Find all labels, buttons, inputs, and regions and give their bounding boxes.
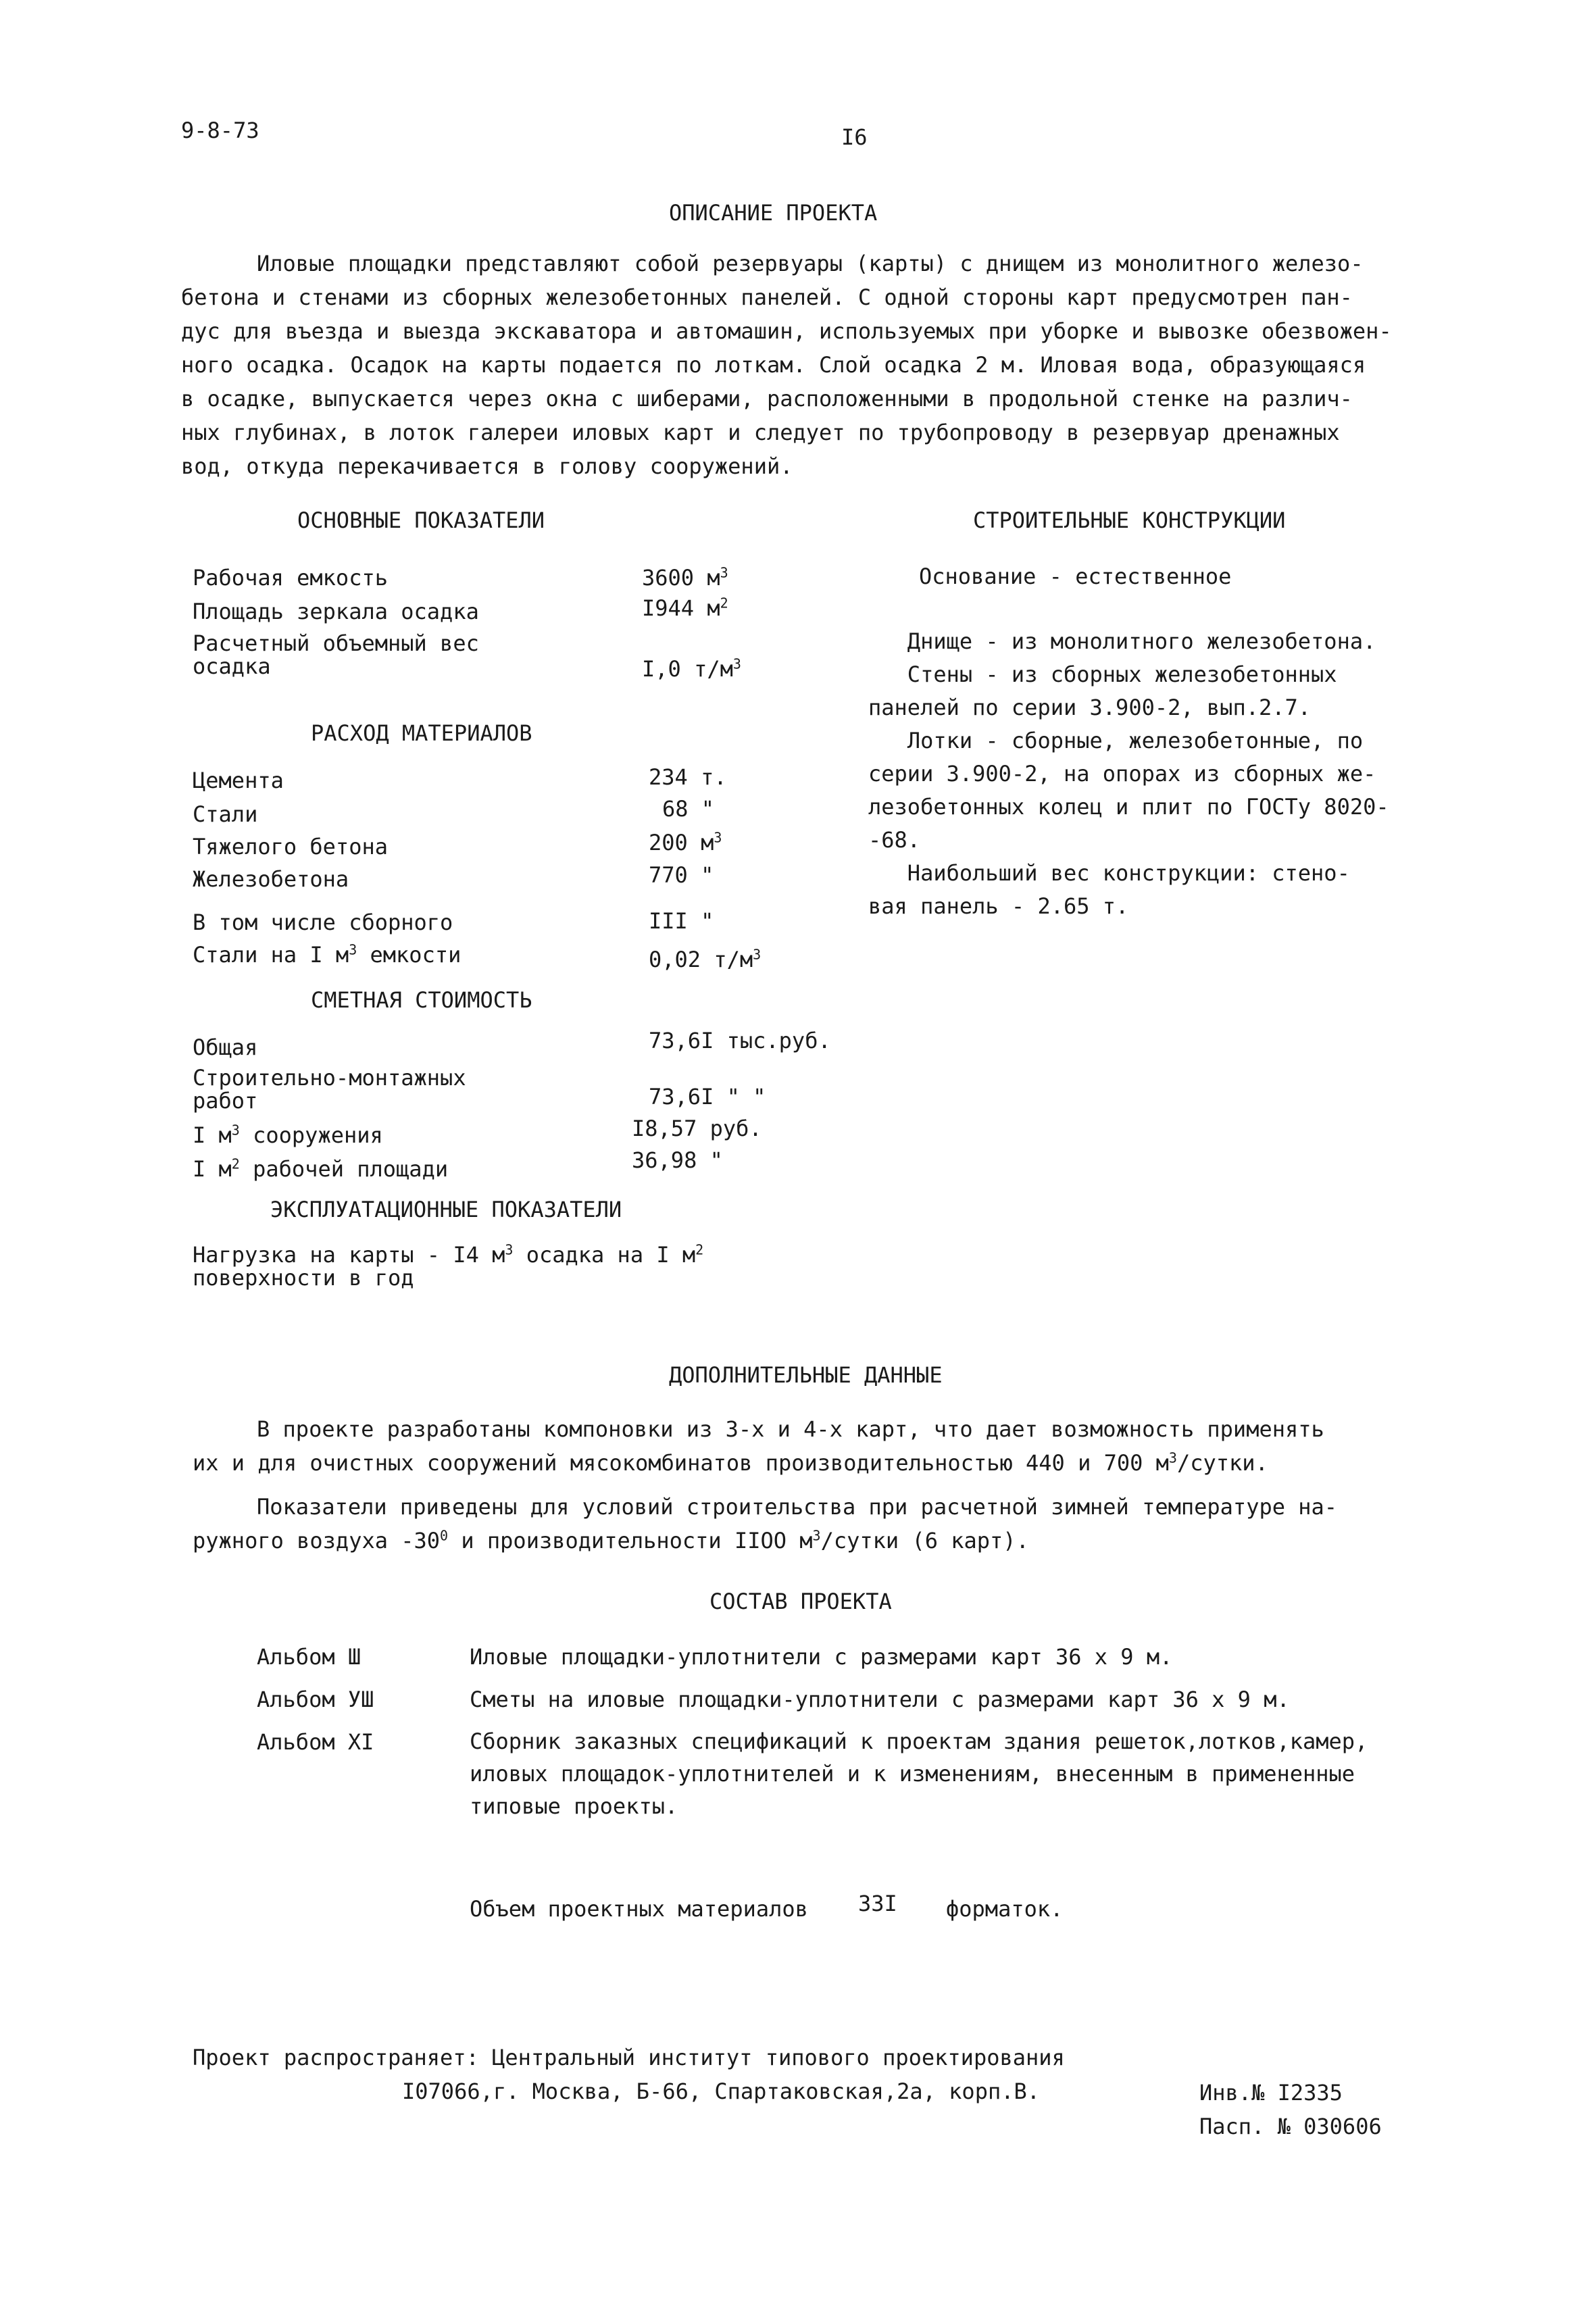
construction-line: Стены - из сборных железобетонных	[868, 662, 1337, 687]
cost-label: I $м^2$ рабочей площади	[193, 1155, 449, 1182]
material-label: Железобетона	[193, 866, 349, 892]
construction-line: Днище - из монолитного железобетона.	[868, 628, 1376, 654]
passport-number: Пасп. № 030606	[1199, 2114, 1382, 2139]
material-value: 770 "	[649, 862, 714, 888]
description-line: в осадке, выпускается через окна с шиберами, расположенными в продольной стенке на различ-	[181, 386, 1353, 412]
description-line: бетона и стенами из сборных железобетонных панелей. С одной стороны карт предусмотрен пан-	[181, 284, 1353, 310]
description-line: дус для въезда и выезда экскаватора и автомашин, используемых при уборке и вывозке обезвожен-	[181, 318, 1392, 344]
cost-value: I8,57 руб.	[632, 1116, 762, 1141]
additional-p2-line1: Показатели приведены для условий строительства при расчетной зимней температуре на-	[257, 1494, 1338, 1520]
additional-p2-line2: ружного воздуха $-30^0$ и производительности IIOO $м^3$/сутки (6 карт).	[193, 1527, 1029, 1553]
material-label: Цемента	[193, 768, 284, 793]
distributor-text: Проект распространяет: Центральный институт типового проектирования	[193, 2045, 1065, 2070]
album-label: Альбом Ш	[257, 1644, 361, 1670]
material-value: III "	[649, 908, 714, 934]
description-line: Иловые площадки представляют собой резервуары (карты) с днищем из монолитного железо-	[257, 251, 1364, 276]
album-description: Сборник заказных спецификаций к проектам здания решеток,лотков,камер, иловых площадок-уплотнителей и к изменениям, внесенным в примененные типовые проекты.	[470, 1728, 1368, 1819]
distributor-address: I07066,г. Москва, Б-66, Спартаковская,2а, корп.В.	[402, 2078, 1041, 2104]
construction-line: -68.	[868, 827, 921, 853]
indicator-value: 3600 $м^3$	[642, 564, 728, 591]
album-description: Иловые площадки-уплотнители с размерами карт 36 х 9 м.	[470, 1644, 1173, 1670]
description-line: ных глубинах, в лоток галереи иловых карт и следует по трубопроводу в резервуар дренажных	[181, 420, 1340, 445]
volume-unit: форматок.	[946, 1896, 1064, 1922]
document-code: 9-8-73	[181, 118, 259, 143]
composition-title: СОСТАВ ПРОЕКТА	[709, 1589, 892, 1614]
cost-value: 73,6I " "	[649, 1084, 766, 1110]
construction-line: вая панель - 2.65 т.	[868, 893, 1129, 919]
indicator-value: I944 $м^2$	[642, 595, 728, 621]
construction-line: Наибольший вес конструкции: стено-	[868, 860, 1350, 886]
material-value: 234 т.	[649, 764, 727, 790]
volume-value: 33I	[858, 1891, 897, 1916]
construction-line: лезобетонных колец и плит по ГОСТу 8020-	[868, 794, 1389, 820]
cost-label: Строительно-монтажных работ	[193, 1065, 466, 1114]
construction-title: СТРОИТЕЛЬНЫЕ КОНСТРУКЦИИ	[973, 507, 1286, 533]
album-description: Сметы на иловые площадки-уплотнители с размерами карт 36 х 9 м.	[470, 1687, 1290, 1712]
main-indicators-title: ОСНОВНЫЕ ПОКАЗАТЕЛИ	[297, 507, 545, 533]
material-value: 68 "	[662, 796, 715, 822]
volume-label: Объем проектных материалов	[470, 1896, 808, 1922]
material-label: Стали на I $м^3$ емкости	[193, 941, 462, 968]
material-value: 200 $м^3$	[649, 829, 722, 855]
additional-title: ДОПОЛНИТЕЛЬНЫЕ ДАННЫЕ	[669, 1362, 943, 1388]
material-value: 0,02 $т/м^3$	[649, 946, 762, 972]
indicator-value: I,0 $т/м^3$	[642, 655, 741, 682]
construction-line: серии 3.900-2, на опорах из сборных же-	[868, 761, 1376, 787]
description-title: ОПИСАНИЕ ПРОЕКТА	[669, 200, 878, 226]
indicator-label: Расчетный объемный вес осадка	[193, 630, 479, 679]
inventory-number: Инв.№ I2335	[1199, 2080, 1343, 2106]
indicator-label: Площадь зеркала осадка	[193, 599, 479, 624]
material-label: Стали	[193, 801, 258, 827]
additional-p1-line1: В проекте разработаны компоновки из 3-х и 4-х карт, что дает возможность применять	[257, 1416, 1324, 1442]
construction-line: панелей по серии 3.900-2, вып.2.7.	[868, 695, 1312, 720]
cost-value: 73,6I тыс.руб.	[649, 1028, 831, 1053]
page-number: I6	[841, 124, 868, 150]
description-line: ного осадка. Осадок на карты подается по лоткам. Слой осадка 2 м. Иловая вода, образующаяся	[181, 352, 1366, 378]
operation-title: ЭКСПЛУАТАЦИОННЫЕ ПОКАЗАТЕЛИ	[270, 1197, 622, 1222]
description-line: вод, откуда перекачивается в голову сооружений.	[181, 453, 793, 479]
cost-value: 36,98 "	[632, 1147, 723, 1173]
operation-text: Нагрузка на карты - I4 $м^3$ осадка на I $м^2$ поверхности в год	[193, 1241, 704, 1291]
material-label: В том числе сборного	[193, 910, 453, 935]
construction-text	[868, 625, 1389, 923]
cost-label: I $м^3$ сооружения	[193, 1122, 383, 1148]
cost-label: Общая	[193, 1035, 258, 1060]
cost-title: СМЕТНАЯ СТОИМОСТЬ	[311, 987, 532, 1013]
indicator-label: Рабочая емкость	[193, 565, 388, 591]
album-label: Альбом XI	[257, 1729, 374, 1755]
album-label: Альбом УШ	[257, 1687, 374, 1712]
additional-p1-line2: их и для очистных сооружений мясокомбинатов производительностью 440 и 700 $м^3$/сутки.	[193, 1449, 1268, 1476]
description-text	[181, 247, 1392, 483]
materials-title: РАСХОД МАТЕРИАЛОВ	[311, 720, 532, 746]
material-label: Тяжелого бетона	[193, 834, 388, 860]
construction-line: Лотки - сборные, железобетонные, по	[868, 728, 1364, 753]
construction-foundation: Основание - естественное	[919, 564, 1232, 589]
